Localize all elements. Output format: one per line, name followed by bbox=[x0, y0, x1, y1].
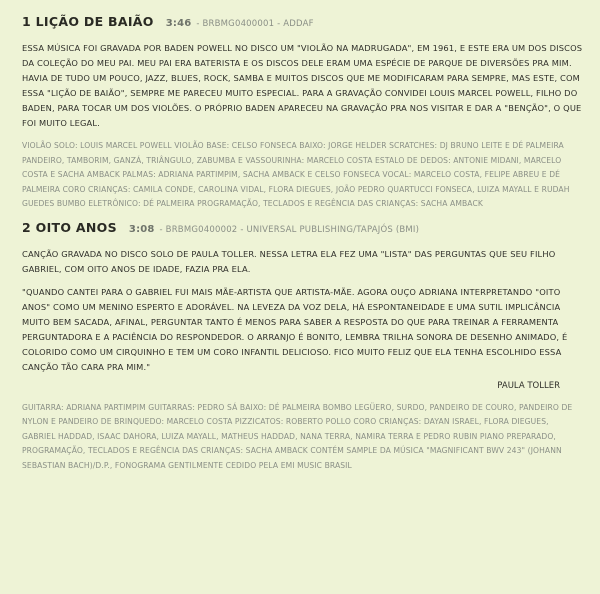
track-2-time: 3:08 bbox=[128, 223, 155, 235]
track-2-signature: PAULA TOLLER bbox=[497, 380, 560, 391]
track-2-quote: "QUANDO CANTEI PARA O GABRIEL FUI MAIS MÃE-ARTISTA QUE ARTISTA-MÃE. AGORA OUÇO ADRIANA INTERPRETANDO "OITO ANOS" COMO UM MENINO ESPERTO E ADORÁVEL. NA LEVEZA DA VOZ DELA, HÁ ESPONTANEIDADE E UMA SUTIL IMPLICÂNCIA MUITO BEM SACADA, AFINAL, PERGUNTAR TANTO É MENOS PARA SABER A RESPOSTA DO QUE PARA TREINAR A FERRAMENTA PERGUNTADORA E A PACIÊNCIA DO RESPONDEDOR. O ARRANJO É BONITO, LEMBRA TRILHA SONORA DE DESENHO ANIMADO, É COLORIDO COMO UM CIRQUINHO E TEM UM CORO INFANTIL DELICIOSO. FICO MUITO FELIZ QUE ELA TENHA ESCOLHIDO ESSA CANÇÃO TÃO CARA PRA MIM." bbox=[22, 286, 568, 372]
track-2-title: 2 OITO ANOS bbox=[22, 219, 117, 235]
track-1-section bbox=[22, 14, 584, 212]
track-2-code: - BRBMG0400002 - UNIVERSAL PUBLISHING/TAPAJÓS (BMI) bbox=[159, 224, 420, 235]
track-2-header bbox=[22, 220, 584, 235]
track-1-meta bbox=[166, 18, 314, 29]
track-1-code: - BRBMG0400001 - ADDAF bbox=[196, 19, 314, 29]
track-2-meta bbox=[129, 224, 419, 235]
track-1-header bbox=[22, 14, 584, 29]
track-1-title: 1 LIÇÃO DE BAIÃO bbox=[22, 14, 154, 29]
track-2-credits: GUITARRA: ADRIANA PARTIMPIM GUITARRAS: PEDRO SÁ BAIXO: DÉ PALMEIRA BOMBO LEGÜERO, SURDO, PANDEIRO DE COURO, PANDEIRO DE NYLON E PANDEIRO DE BRINQUEDO: MARCELO COSTA PIZZICATOS: ROBERTO POLLO CORO CRIANÇAS: DAYAN ISRAEL, FLORA DIEGUES, GABRIEL HADDAD, ISAAC DAHORA, LUIZA MAYALL, MATHEUS HADDAD, NANA TERRA, NAMIRA TERRA E PEDRO RUBIN PIANO PREPARADO, PROGRAMAÇÃO, TECLADOS E REGÊNCIA DAS CRIANÇAS: SACHA AMBACK CONTÉM SAMPLE DA MÚSICA "MAGNIFICANT BWV 243" (JOHANN SEBASTIAN BACH)/D.P., FONOGRAMA GENTILMENTE CEDIDO PELA EMI MUSIC BRASIL bbox=[22, 402, 573, 470]
track-1-time: 3:46 bbox=[165, 18, 192, 29]
track-1-body: ESSA MÚSICA FOI GRAVADA POR BADEN POWELL NO DISCO UM "VIOLÃO NA MADRUGADA", EM 1961, E ESTE ERA UM DOS DISCOS DA COLEÇÃO DO MEU PAI. MEU PAI ERA BATERISTA E OS DISCOS DELE ERAM UMA ESPÉCIE DE PARQUE DE DIVERSÕES PRA MIM. HAVIA DE TUDO UM POUCO, JAZZ, BLUES, ROCK, SAMBA E MUITOS DISCOS QUE ME MODIFICARAM PARA SEMPRE, MAS ESTE, COM ESSA "LIÇÃO DE BAIÃO", SEMPRE ME PARECEU MUITO ESPECIAL. PARA A GRAVAÇÃO CONVIDEI LOUIS MARCEL POWELL, FILHO DO BADEN, PARA TOCAR UM DOS VIOLÕES. O PRÓPRIO BADEN APARECEU NA GRAVAÇÃO PRA NOS VISITAR E DAR A "BENÇÃO", O QUE FOI MUITO LEGAL. bbox=[22, 43, 583, 128]
track-2-intro: CANÇÃO GRAVADA NO DISCO SOLO DE PAULA TOLLER. NESSA LETRA ELA FEZ UMA "LISTA" DAS PERGUNTAS QUE SEU FILHO GABRIEL, COM OITO ANOS DE IDADE, FAZIA PRA ELA. bbox=[22, 248, 556, 274]
track-2-section bbox=[22, 220, 584, 474]
track-1-credits: VIOLÃO SOLO: LOUIS MARCEL POWELL VIOLÃO BASE: CELSO FONSECA BAIXO: JORGE HELDER SCRATCHES: DJ BRUNO LEITE E DÉ PALMEIRA PANDEIRO, TAMBORIM, GANZÁ, TRIÂNGULO, ZABUMBA E VASSOURINHA: MARCELO COSTA ESTALO DE DEDOS: ANTONIE MIDANI, MARCELO COSTA E SACHA AMBACK PALMAS: ADRIANA PARTIMPIM, SACHA AMBACK E CELSO FONSECA VOCAL: MARCELO COSTA, FELIPE ABREU E DÉ PALMEIRA CORO CRIANÇAS: CAMILA CONDE, CAROLINA VIDAL, FLORA DIEGUES, JOÃO PEDRO QUARTUCCI FONSECA, LUIZA MAYALL E RUDAH GUEDES BUMBO ELETRÔNICO: DÉ PALMEIRA PROGRAMAÇÃO, TECLADOS E REGÊNCIA DAS CRIANÇAS: SACHA AMBACK bbox=[22, 141, 570, 208]
